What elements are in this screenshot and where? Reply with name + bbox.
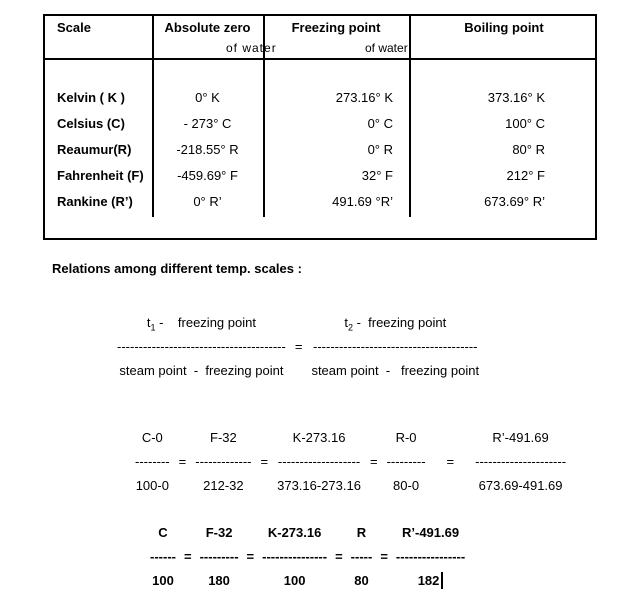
fraction-numerator: R’-491.69	[402, 525, 460, 540]
fraction-numerator: C	[158, 525, 168, 540]
fraction-line: ----------------	[395, 549, 466, 564]
scale-name: Rankine (R’)	[57, 193, 133, 209]
equals-sign: =	[183, 549, 192, 564]
absolute-zero-value: -218.55° R	[176, 141, 239, 157]
table-row-reaumur	[45, 136, 595, 162]
equals-sign: =	[380, 549, 388, 564]
absolute-zero-value: 0° K	[195, 89, 220, 105]
equals-sign: =	[260, 454, 269, 469]
text-cursor	[441, 572, 443, 589]
fraction-numerator: F-32	[210, 430, 237, 445]
fraction-rankine	[475, 426, 566, 498]
fraction-denominator: 100	[283, 573, 306, 588]
table-row-fahrenheit	[45, 162, 595, 188]
header-of-water-1: of water	[226, 41, 277, 55]
fraction-line: -------------------	[277, 454, 361, 469]
fraction-fahrenheit	[200, 521, 239, 593]
freezing-point-value: 273.16° K	[335, 89, 393, 105]
equals-sign: =	[369, 454, 378, 469]
fraction-fahrenheit	[195, 426, 251, 498]
fraction-numerator: R	[356, 525, 367, 540]
header-absolute-zero: Absolute zero	[164, 20, 251, 35]
freezing-point-value: 0° R	[367, 141, 393, 157]
fraction-line: ------	[150, 549, 176, 564]
fraction-denominator: 80	[354, 573, 369, 588]
equals-sign: =	[335, 549, 343, 564]
freezing-point-value: 32° F	[361, 167, 393, 183]
fraction-denominator: 100-0	[135, 478, 169, 493]
boiling-point-value: 80° R	[512, 141, 545, 157]
numeric-relation-formula	[135, 426, 566, 498]
fraction-line: ---------	[199, 549, 239, 564]
fraction-denominator: 373.16-273.16	[277, 478, 361, 493]
fraction-line: ---------------------	[475, 454, 567, 469]
fraction-rankine	[396, 521, 465, 593]
relations-heading: Relations among different temp. scales :	[52, 261, 302, 276]
equals-sign: =	[178, 454, 187, 469]
boiling-point-value: 100° C	[505, 115, 545, 131]
fraction-line: -------------	[195, 454, 252, 469]
boiling-point-value: 673.69° R’	[484, 193, 545, 209]
fraction-line: ---------------	[262, 549, 328, 564]
scale-name: Celsius (C)	[57, 115, 125, 131]
header-of-water-2: of water	[365, 41, 408, 55]
header-boiling-point: Boiling point	[464, 20, 544, 35]
freezing-point-value: 0° C	[367, 115, 393, 131]
fraction-numerator: K-273.16	[267, 525, 322, 540]
fraction-line: ---------	[386, 454, 426, 469]
scale-name: Kelvin ( K )	[57, 89, 125, 105]
fraction-line: ---------------------------------------	[117, 339, 286, 354]
freezing-point-value: 491.69 °R’	[332, 193, 393, 209]
equals-sign: =	[294, 339, 303, 354]
absolute-zero-value: - 273° C	[183, 115, 232, 131]
fraction-kelvin	[262, 521, 327, 593]
boiling-point-value: 373.16° K	[487, 89, 545, 105]
fraction-numerator: K-273.16	[292, 430, 346, 445]
general-relation-formula	[117, 311, 479, 383]
table-row-celsius	[45, 110, 595, 136]
equals-sign: =	[246, 549, 255, 564]
table-row-kelvin	[45, 84, 595, 110]
fraction-reaumur	[351, 521, 373, 593]
fraction-kelvin	[277, 426, 361, 498]
scale-name: Reaumur(R)	[57, 141, 132, 157]
fraction-celsius	[135, 426, 170, 498]
fraction-line: -----	[350, 549, 373, 564]
fraction-numerator: R’-491.69	[492, 430, 549, 445]
fraction-line: --------	[135, 454, 170, 469]
table-row-rankine	[45, 188, 595, 214]
fraction-reaumur	[387, 426, 426, 498]
fraction-t2	[311, 311, 479, 383]
fraction-numerator: F-32	[205, 525, 233, 540]
temp-scales-table	[43, 14, 597, 240]
fraction-line: --------------------------------------	[313, 339, 478, 354]
fraction-numerator: $t_2$ - freezing point	[344, 315, 447, 333]
fraction-denominator: 80-0	[393, 478, 420, 493]
fraction-numerator: $t_1$ - freezing point	[146, 315, 256, 333]
fraction-numerator: C-0	[141, 430, 163, 445]
fraction-numerator: R-0	[395, 430, 417, 445]
scale-name: Fahrenheit (F)	[57, 167, 144, 183]
table-header-divider	[45, 58, 595, 60]
fraction-denominator: 673.69-491.69	[478, 478, 563, 493]
boiling-point-value: 212° F	[506, 167, 545, 183]
fraction-denominator: 182	[396, 569, 465, 593]
fraction-t1	[117, 311, 286, 383]
fraction-denominator: 212-32	[203, 478, 244, 493]
absolute-zero-value: 0° R’	[193, 193, 222, 209]
header-freezing-point: Freezing point	[291, 20, 381, 35]
fraction-denominator: steam point - freezing point	[311, 363, 480, 378]
equals-sign: =	[446, 454, 455, 469]
fraction-denominator: 180	[208, 573, 230, 588]
header-scale: Scale	[57, 20, 91, 35]
fraction-denominator: steam point - freezing point	[119, 363, 284, 378]
fraction-denominator: 100	[152, 573, 174, 588]
table-body	[45, 84, 595, 214]
simplified-relation-formula	[150, 521, 465, 593]
fraction-celsius	[150, 521, 176, 593]
absolute-zero-value: -459.69° F	[177, 167, 238, 183]
